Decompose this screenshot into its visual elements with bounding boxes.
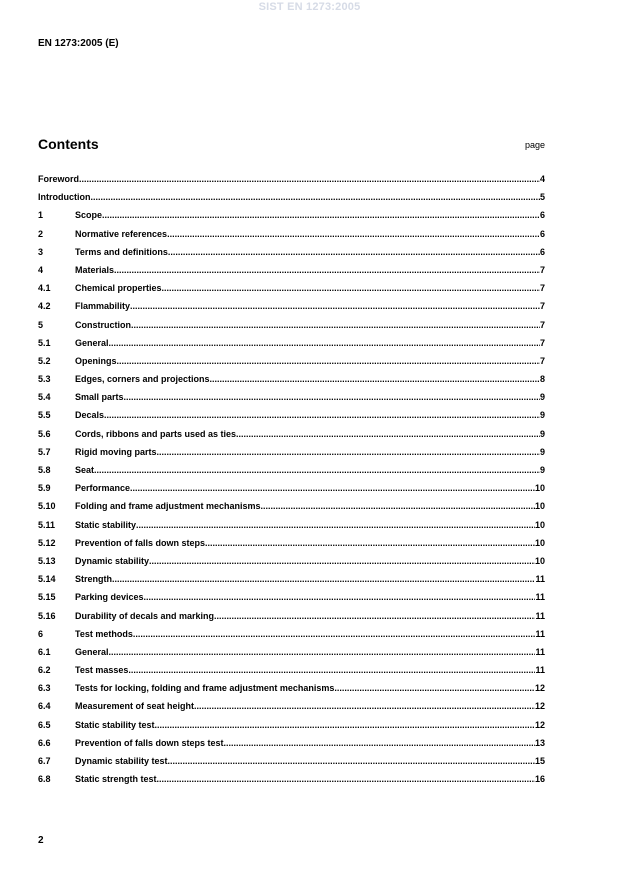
toc-dot-leader bbox=[144, 592, 536, 602]
toc-entry-number: 5.9 bbox=[38, 483, 51, 494]
toc-entry-number: 5.15 bbox=[38, 592, 56, 603]
toc-entry-number: 5.4 bbox=[38, 392, 51, 403]
toc-dot-leader bbox=[104, 410, 540, 420]
toc-entry[interactable] bbox=[38, 774, 545, 792]
toc-entry-page: 11 bbox=[535, 574, 545, 585]
toc-entry-page: 7 bbox=[539, 283, 545, 294]
toc-entry-title: Seat bbox=[75, 465, 95, 475]
toc-entry-page: 10 bbox=[534, 519, 545, 530]
toc-entry[interactable] bbox=[38, 229, 545, 247]
toc-entry-title: Parking devices bbox=[75, 592, 144, 603]
toc-entry-page: 10 bbox=[534, 501, 545, 512]
toc-entry-title: Prevention of falls down steps test bbox=[75, 737, 224, 748]
toc-entry-title: Cords, ribbons and parts used as ties bbox=[75, 428, 237, 439]
toc-entry-title: Rigid moving parts bbox=[75, 446, 157, 457]
toc-dot-leader bbox=[117, 356, 540, 366]
toc-entry[interactable] bbox=[38, 283, 545, 301]
toc-entry-page: 15 bbox=[534, 756, 545, 766]
toc-entry-page: 7 bbox=[539, 319, 545, 330]
toc-entry-title: Decals bbox=[75, 410, 105, 421]
toc-entry[interactable] bbox=[38, 629, 545, 647]
toc-dot-leader bbox=[102, 210, 540, 220]
toc-entry[interactable] bbox=[38, 683, 545, 701]
toc-entry-number: 5.2 bbox=[38, 355, 51, 366]
document-id: EN 1273:2005 (E) bbox=[38, 38, 119, 49]
toc-entry-page: 11 bbox=[535, 646, 545, 657]
toc-entry-page: 7 bbox=[539, 301, 545, 312]
toc-entry-number: 5.1 bbox=[38, 337, 51, 348]
toc-dot-leader bbox=[194, 701, 535, 711]
toc-entry-title: Static stability bbox=[75, 519, 137, 530]
toc-entry[interactable] bbox=[38, 592, 545, 610]
toc-entry-number: 3 bbox=[38, 246, 44, 257]
toc-entry-page: 16 bbox=[534, 774, 545, 785]
toc-entry-title: General bbox=[75, 337, 109, 348]
toc-dot-leader bbox=[131, 320, 540, 330]
toc-entry[interactable] bbox=[38, 574, 545, 592]
toc-entry[interactable] bbox=[38, 556, 545, 574]
toc-entry-title: Durability of decals and marking bbox=[75, 610, 215, 621]
toc-entry-title: Foreword bbox=[38, 174, 80, 184]
toc-dot-leader bbox=[168, 247, 540, 257]
toc-entry-number: 6.3 bbox=[38, 683, 51, 694]
toc-entry-title: Flammability bbox=[75, 301, 131, 312]
toc-entry-number: 4 bbox=[38, 264, 44, 275]
toc-dot-leader bbox=[136, 520, 535, 530]
toc-entry-number: 6.4 bbox=[38, 701, 51, 712]
watermark: SIST EN 1273:2005 bbox=[258, 1, 361, 13]
toc-dot-leader bbox=[168, 756, 535, 766]
toc-entry-title: Scope bbox=[75, 210, 103, 221]
toc-entry[interactable] bbox=[38, 501, 545, 519]
toc-entry-page: 6 bbox=[539, 210, 545, 221]
toc-entry-title: Test masses bbox=[75, 665, 129, 676]
toc-entry-title: Dynamic stability test bbox=[75, 756, 168, 766]
toc-entry-number: 6.8 bbox=[38, 774, 51, 785]
toc-dot-leader bbox=[157, 447, 540, 457]
toc-entry[interactable] bbox=[38, 320, 545, 338]
toc-entry-page: 8 bbox=[539, 374, 545, 385]
toc-dot-leader bbox=[79, 174, 540, 184]
toc-dot-leader bbox=[224, 738, 535, 748]
toc-entry-number: 4.1 bbox=[38, 283, 51, 294]
toc-entry[interactable] bbox=[38, 665, 545, 683]
toc-entry-page: 6 bbox=[539, 246, 545, 257]
toc-entry[interactable] bbox=[38, 392, 545, 410]
toc-entry-number: 5.11 bbox=[38, 519, 56, 530]
toc-entry-title: Static stability test bbox=[75, 719, 155, 730]
toc-entry-page: 12 bbox=[534, 701, 545, 712]
toc-entry-number: 5.8 bbox=[38, 465, 51, 475]
toc-entry-title: Static strength test bbox=[75, 774, 157, 785]
toc-dot-leader bbox=[114, 265, 540, 275]
toc-entry-page: 7 bbox=[539, 355, 545, 366]
toc-entry[interactable] bbox=[38, 756, 545, 774]
toc-entry[interactable] bbox=[38, 410, 545, 428]
toc-dot-leader bbox=[128, 665, 535, 675]
toc-entry[interactable] bbox=[38, 265, 545, 283]
toc-entry[interactable] bbox=[38, 247, 545, 265]
toc-entry-number: 5 bbox=[38, 319, 44, 330]
toc-entry[interactable] bbox=[38, 210, 545, 228]
toc-entry-title: Terms and definitions bbox=[75, 246, 168, 257]
toc-entry-page: 9 bbox=[539, 465, 545, 475]
toc-entry-title: Performance bbox=[75, 483, 131, 494]
toc-dot-leader bbox=[236, 429, 540, 439]
toc-entry[interactable] bbox=[38, 447, 545, 465]
toc-dot-leader bbox=[91, 192, 540, 202]
toc-entry-number: 5.10 bbox=[38, 501, 56, 512]
toc-dot-leader bbox=[149, 556, 535, 566]
toc-entry-page: 9 bbox=[539, 392, 545, 403]
toc-entry-page: 9 bbox=[539, 446, 545, 457]
toc-entry[interactable] bbox=[38, 647, 545, 665]
toc-dot-leader bbox=[210, 374, 540, 384]
toc-entry-page: 9 bbox=[539, 410, 545, 421]
toc-dot-leader bbox=[261, 501, 535, 511]
toc-entry-page: 7 bbox=[539, 264, 545, 275]
toc-entry-number: 6.6 bbox=[38, 737, 51, 748]
toc-dot-leader bbox=[162, 283, 540, 293]
toc-entry-number: 5.13 bbox=[38, 555, 56, 566]
toc-entry[interactable] bbox=[38, 701, 545, 719]
toc-entry-page: 10 bbox=[534, 555, 545, 566]
toc-entry-title: Prevention of falls down steps bbox=[75, 537, 206, 548]
toc-entry-page: 13 bbox=[534, 737, 545, 748]
toc-dot-leader bbox=[205, 538, 535, 548]
toc-entry-title: Test methods bbox=[75, 628, 133, 639]
toc-entry-title: Openings bbox=[75, 355, 117, 366]
toc-entry-page: 12 bbox=[534, 683, 545, 694]
toc-entry-page: 9 bbox=[539, 428, 545, 439]
toc-entry-page: 5 bbox=[539, 192, 545, 203]
toc-entry[interactable] bbox=[38, 356, 545, 374]
toc-entry-title: Tests for locking, folding and frame adjustment mechanisms bbox=[75, 683, 335, 694]
toc-dot-leader bbox=[94, 465, 540, 475]
toc-entry-title: Construction bbox=[75, 319, 131, 330]
toc-entry-title: Chemical properties bbox=[75, 283, 162, 294]
toc-entry[interactable] bbox=[38, 483, 545, 501]
toc-entry[interactable] bbox=[38, 611, 545, 629]
toc-entry-number: 5.14 bbox=[38, 574, 56, 585]
toc-entry[interactable] bbox=[38, 374, 545, 392]
toc-dot-leader bbox=[167, 229, 540, 239]
toc-entry-number: 6.1 bbox=[38, 646, 51, 657]
toc-entry-title: Strength bbox=[75, 574, 112, 585]
toc-entry-title: Edges, corners and projections bbox=[75, 374, 210, 385]
toc-entry-number: 6.2 bbox=[38, 665, 51, 676]
toc-entry-number: 6.5 bbox=[38, 719, 51, 730]
toc-entry-title: Small parts bbox=[75, 392, 124, 403]
toc-dot-leader bbox=[155, 720, 535, 730]
toc-entry-number: 5.6 bbox=[38, 428, 51, 439]
toc-entry[interactable] bbox=[38, 338, 545, 356]
toc-entry-number: 4.2 bbox=[38, 301, 51, 312]
toc-dot-leader bbox=[214, 611, 535, 621]
toc-entry-title: Materials bbox=[75, 264, 115, 275]
toc-entry[interactable] bbox=[38, 720, 545, 738]
toc-entry-number: 6.7 bbox=[38, 756, 51, 766]
toc-entry-title: General bbox=[75, 646, 109, 657]
toc-entry-number: 1 bbox=[38, 210, 44, 221]
toc-dot-leader bbox=[130, 483, 535, 493]
toc-dot-leader bbox=[334, 683, 535, 693]
toc-entry-page: 4 bbox=[539, 174, 545, 184]
toc-entry-title: Normative references bbox=[75, 228, 168, 239]
toc-entry-title: Introduction bbox=[38, 192, 91, 203]
toc-entry[interactable] bbox=[38, 192, 545, 210]
toc-entry-page: 11 bbox=[535, 592, 545, 603]
toc-entry-number: 5.7 bbox=[38, 446, 51, 457]
page-number: 2 bbox=[38, 835, 44, 846]
toc-dot-leader bbox=[124, 392, 540, 402]
toc-entry-page: 11 bbox=[535, 628, 545, 639]
toc-entry-number: 5.16 bbox=[38, 610, 56, 621]
toc-entry[interactable] bbox=[38, 429, 545, 447]
toc-entry[interactable] bbox=[38, 520, 545, 538]
toc-entry-page: 6 bbox=[539, 228, 545, 239]
toc-entry-title: Measurement of seat height bbox=[75, 701, 195, 712]
toc-entry-page: 7 bbox=[539, 337, 545, 348]
toc-entry[interactable] bbox=[38, 301, 545, 319]
toc-entry-page: 11 bbox=[535, 610, 545, 621]
toc-dot-leader bbox=[130, 301, 540, 311]
toc-entry-page: 10 bbox=[534, 483, 545, 494]
toc-entry[interactable] bbox=[38, 465, 545, 483]
toc-entry[interactable] bbox=[38, 738, 545, 756]
page-column-label: page bbox=[524, 140, 545, 150]
contents-title: Contents bbox=[38, 136, 99, 152]
toc-entry-title: Dynamic stability bbox=[75, 555, 150, 566]
toc-dot-leader bbox=[133, 629, 536, 639]
toc-entry-page: 11 bbox=[535, 665, 545, 676]
toc-dot-leader bbox=[109, 338, 540, 348]
toc-dot-leader bbox=[109, 647, 536, 657]
toc-entry-title: Folding and frame adjustment mechanisms bbox=[75, 501, 261, 512]
toc-entry-number: 5.12 bbox=[38, 537, 56, 548]
toc-entry-page: 12 bbox=[534, 719, 545, 730]
toc-entry-number: 6 bbox=[38, 628, 44, 639]
toc-entry-page: 10 bbox=[534, 537, 545, 548]
toc-entry-number: 5.5 bbox=[38, 410, 51, 421]
toc-dot-leader bbox=[112, 574, 535, 584]
toc-entry[interactable] bbox=[38, 174, 545, 192]
toc-entry-number: 5.3 bbox=[38, 374, 51, 385]
toc-entry[interactable] bbox=[38, 538, 545, 556]
table-of-contents bbox=[38, 174, 545, 792]
toc-entry-number: 2 bbox=[38, 228, 44, 239]
toc-dot-leader bbox=[157, 774, 535, 784]
